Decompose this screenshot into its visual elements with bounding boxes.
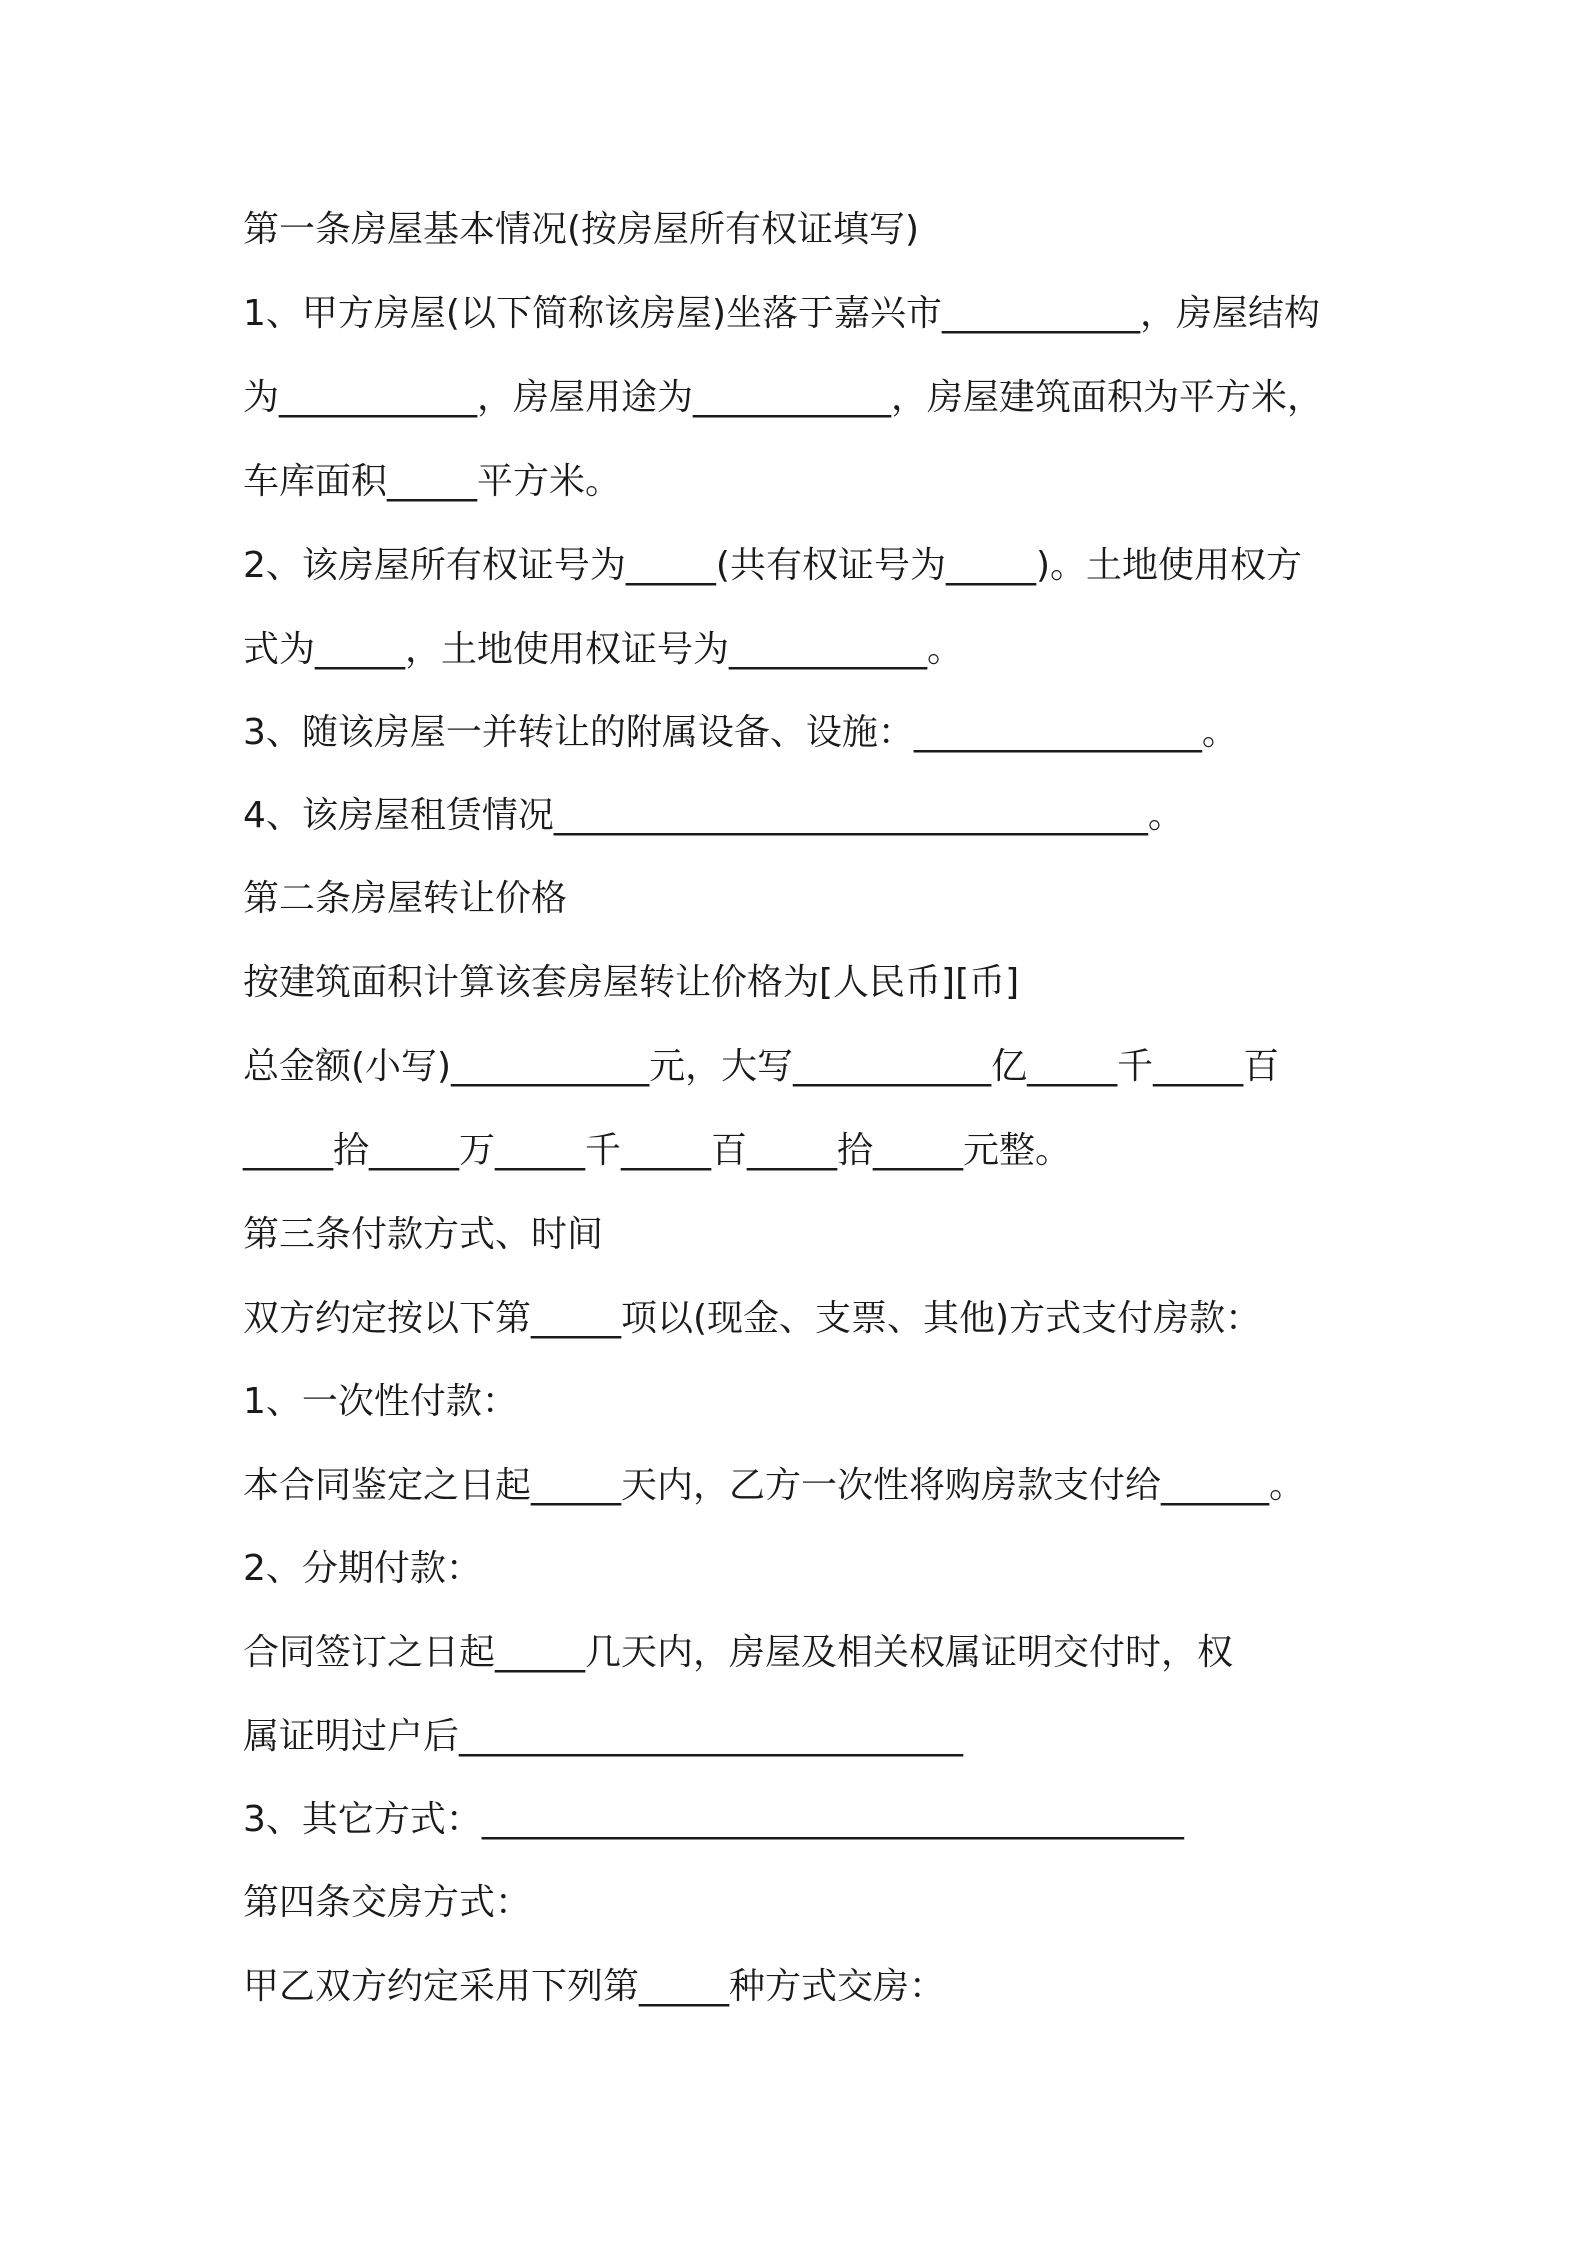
article-4-heading: 第四条交房方式： [243,1882,532,1923]
article-1-item-3: 3、随该房屋一并转让的附属设备、设施：________________。 [243,712,1238,753]
article-3-item-2-line-2: 属证明过户后____________________________ [243,1716,964,1757]
article-3-item-1-heading: 1、一次性付款： [243,1381,518,1422]
article-1-item-2-line-1: 2、该房屋所有权证号为_____(共有权证号为_____)。土地使用权方 [243,545,1302,586]
article-2-amount-line-1: 总金额(小写)___________元，大写___________亿_____千_____百 [243,1046,1280,1087]
article-3-item-3: 3、其它方式：_______________________________________ [243,1799,1184,1840]
article-2-price-line: 按建筑面积计算该套房屋转让价格为[人民币][币] [243,962,1020,1003]
article-2-heading: 第二条房屋转让价格 [243,878,568,919]
article-1-heading: 第一条房屋基本情况(按房屋所有权证填写) [243,209,920,250]
article-1-item-2-line-2: 式为_____，土地使用权证号为___________。 [243,629,964,670]
article-1-item-1-line-1: 1、甲方房屋(以下简称该房屋)坐落于嘉兴市___________，房屋结构 [243,293,1320,334]
article-3-item-2-line-1: 合同签订之日起_____几天内，房屋及相关权属证明交付时，权 [243,1632,1234,1673]
article-1-item-1-line-2: 为___________，房屋用途为___________，房屋建筑面积为平方米， [243,377,1324,418]
article-3-agreement-line: 双方约定按以下第_____项以(现金、支票、其他)方式支付房款： [243,1298,1262,1339]
article-3-item-1-text: 本合同鉴定之日起_____天内，乙方一次性将购房款支付给______。 [243,1465,1306,1506]
article-4-method-line: 甲乙双方约定采用下列第_____种方式交房： [243,1966,946,2007]
article-1-item-4: 4、该房屋租赁情况_________________________________。 [243,795,1184,836]
article-2-amount-line-2: _____拾_____万_____千_____百_____拾_____元整。 [243,1130,1072,1171]
article-3-item-2-heading: 2、分期付款： [243,1548,482,1589]
article-1-item-1-line-3: 车库面积_____平方米。 [243,461,622,502]
article-3-heading: 第三条付款方式、时间 [243,1214,604,1255]
